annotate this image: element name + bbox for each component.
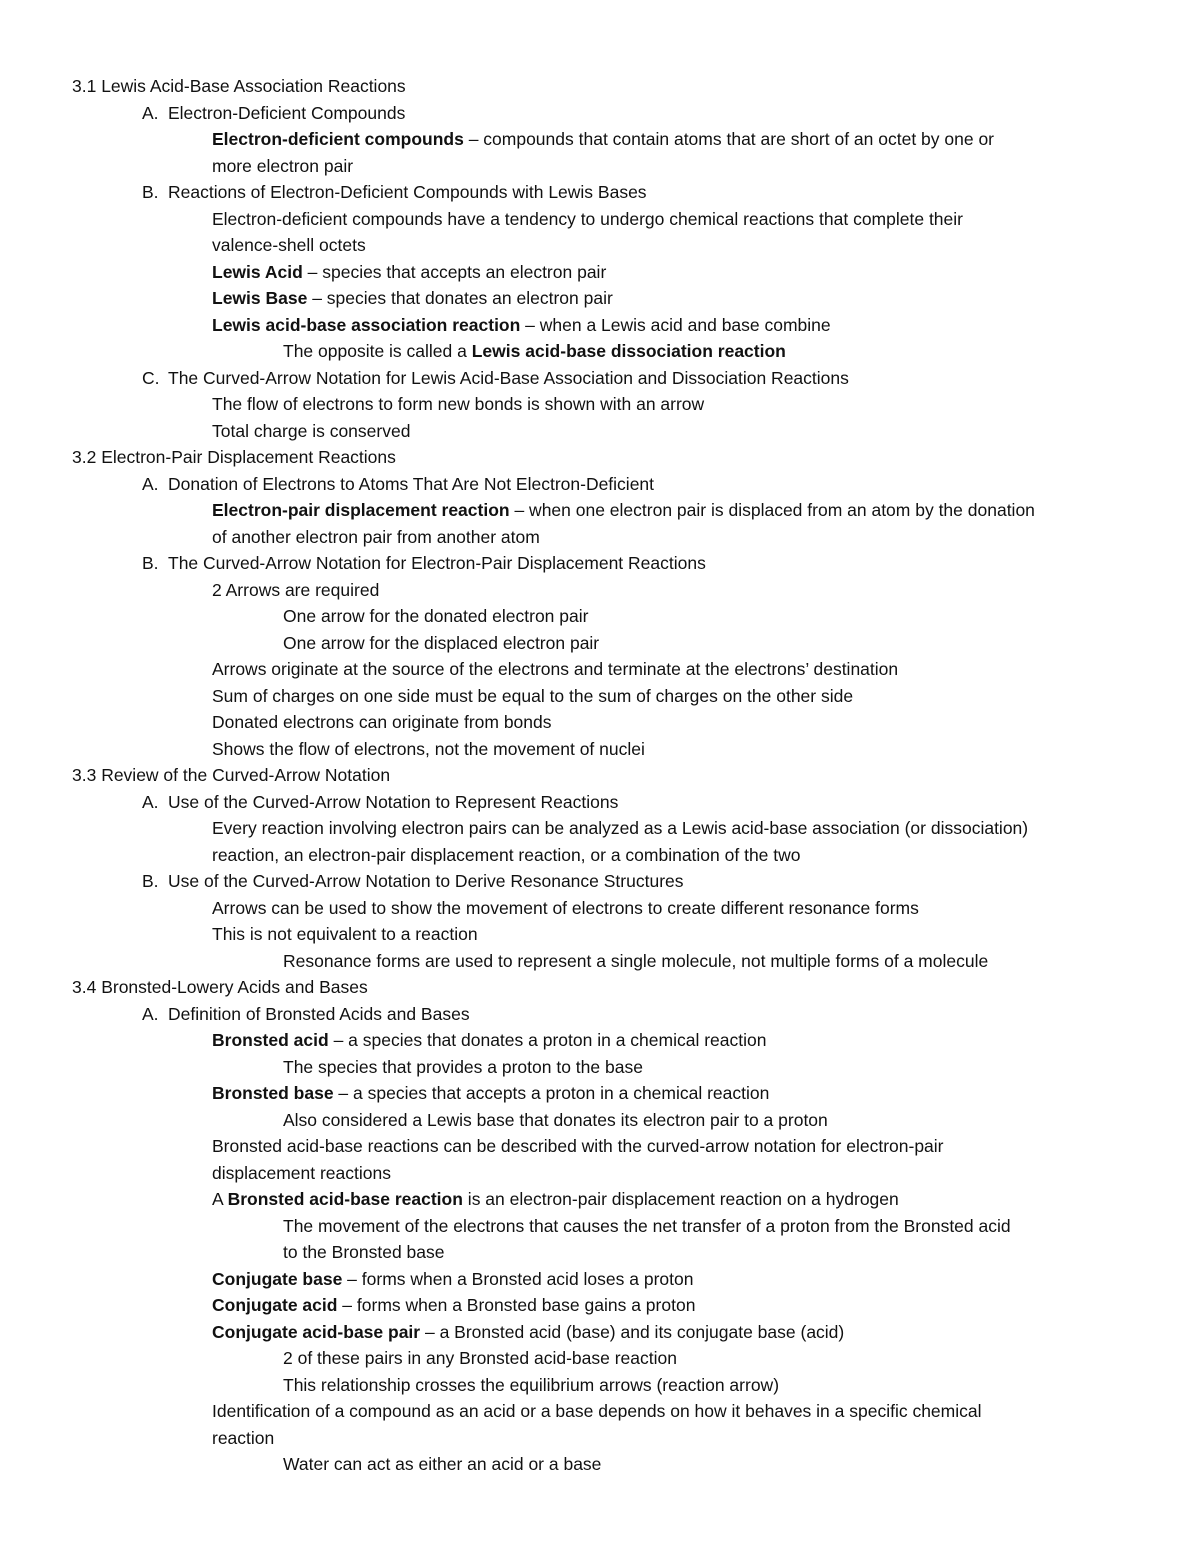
text-run: – when a Lewis acid and base combine <box>520 314 831 335</box>
note-line <box>0 1133 1200 1160</box>
section-heading <box>0 974 1200 1001</box>
text-run: One arrow for the displaced electron pair <box>283 632 600 653</box>
text-run: Donated electrons can originate from bonds <box>212 712 552 732</box>
text-run: The species that provides a proton to the base <box>283 1056 643 1077</box>
text-run: Use of the Curved-Arrow Notation to Represent Reactions <box>168 791 619 812</box>
note-line <box>0 1160 1200 1187</box>
text-run: 2 Arrows are required <box>212 579 380 600</box>
note-line <box>0 391 1200 418</box>
text-run: – forms when a Bronsted base gains a proton <box>337 1295 696 1315</box>
subsection-heading <box>0 868 1200 895</box>
term-bold: Bronsted acid-base reaction <box>227 1189 463 1209</box>
note-line <box>0 1266 1200 1293</box>
text-run: – compounds that contain atoms that are short of an octet by one or <box>463 129 995 149</box>
note-line <box>0 338 1200 365</box>
term-bold: Conjugate base <box>212 1268 343 1289</box>
text-run: is an electron-pair displacement reaction on a hydrogen <box>462 1189 899 1209</box>
list-marker: A. <box>142 473 159 494</box>
note-line <box>0 418 1200 445</box>
text-run: – forms when a Bronsted acid loses a proton <box>342 1268 694 1289</box>
note-line <box>0 206 1200 233</box>
note-line <box>0 656 1200 683</box>
text-run: Sum of charges on one side must be equal to the sum of charges on the other side <box>212 685 854 706</box>
section-heading <box>0 73 1200 100</box>
text-run: Shows the flow of electrons, not the movement of nuclei <box>212 738 645 759</box>
text-run: Reactions of Electron-Deficient Compounds with Lewis Bases <box>168 182 647 202</box>
note-line <box>0 153 1200 180</box>
term-bold: Electron-deficient compounds <box>212 129 464 149</box>
text-run: of another electron pair from another atom <box>212 526 540 547</box>
text-run: The movement of the electrons that causes the net transfer of a proton from the Bronsted acid <box>283 1215 1011 1236</box>
text-run: 3.1 Lewis Acid-Base Association Reactions <box>72 76 406 96</box>
term-bold: Lewis Base <box>212 288 308 308</box>
text-run: more electron pair <box>212 155 354 176</box>
text-run: to the Bronsted base <box>283 1242 445 1262</box>
note-line <box>0 815 1200 842</box>
note-line <box>0 1372 1200 1399</box>
text-run: – a Bronsted acid (base) and its conjugate base (acid) <box>420 1321 845 1342</box>
note-line <box>0 126 1200 153</box>
list-marker: B. <box>142 553 159 573</box>
note-line <box>0 312 1200 339</box>
text-run: Arrows originate at the source of the electrons and terminate at the electrons’ destination <box>212 659 899 679</box>
subsection-heading <box>0 179 1200 206</box>
text-run: – species that accepts an electron pair <box>302 261 607 282</box>
text-run: Resonance forms are used to represent a single molecule, not multiple forms of a molecule <box>283 950 989 971</box>
note-line <box>0 921 1200 948</box>
note-line <box>0 577 1200 604</box>
text-run: reaction, an electron-pair displacement reaction, or a combination of the two <box>212 844 801 865</box>
note-line <box>0 736 1200 763</box>
text-run: valence-shell octets <box>212 235 366 255</box>
text-run: Electron-Deficient Compounds <box>168 102 406 123</box>
text-run: Donation of Electrons to Atoms That Are Not Electron-Deficient <box>168 473 655 494</box>
list-marker: B. <box>142 871 159 891</box>
text-run: Total charge is conserved <box>212 420 411 441</box>
outline-notes <box>0 73 1200 1478</box>
text-run: The opposite is called a <box>283 341 472 361</box>
note-line <box>0 1213 1200 1240</box>
text-run: Every reaction involving electron pairs can be analyzed as a Lewis acid-base association (or dissociation) <box>212 818 1029 838</box>
note-line <box>0 1425 1200 1452</box>
term-bold: Conjugate acid <box>212 1295 338 1315</box>
text-run: This is not equivalent to a reaction <box>212 924 478 944</box>
note-line <box>0 1319 1200 1346</box>
note-line <box>0 683 1200 710</box>
list-marker: C. <box>142 367 160 388</box>
note-line <box>0 1239 1200 1266</box>
text-run: A <box>212 1189 228 1209</box>
text-run: 3.3 Review of the Curved-Arrow Notation <box>72 765 391 785</box>
note-line <box>0 1107 1200 1134</box>
text-run: One arrow for the donated electron pair <box>283 606 589 626</box>
subsection-heading <box>0 471 1200 498</box>
term-bold: Conjugate acid-base pair <box>212 1321 421 1342</box>
note-line <box>0 709 1200 736</box>
text-run: 3.2 Electron-Pair Displacement Reactions <box>72 447 396 467</box>
term-bold: Lewis acid-base dissociation reaction <box>471 341 786 361</box>
note-line <box>0 1054 1200 1081</box>
term-bold: Lewis acid-base association reaction <box>212 314 521 335</box>
note-line <box>0 524 1200 551</box>
list-marker: A. <box>142 791 159 812</box>
note-line <box>0 630 1200 657</box>
note-line <box>0 1027 1200 1054</box>
text-run: This relationship crosses the equilibrium arrows (reaction arrow) <box>283 1374 780 1395</box>
text-run: – when one electron pair is displaced from an atom by the donation <box>509 500 1035 520</box>
subsection-heading <box>0 1001 1200 1028</box>
note-line <box>0 1292 1200 1319</box>
subsection-heading <box>0 550 1200 577</box>
text-run: reaction <box>212 1427 275 1448</box>
section-heading <box>0 762 1200 789</box>
note-line <box>0 497 1200 524</box>
term-bold: Bronsted base <box>212 1083 334 1103</box>
text-run: Arrows can be used to show the movement of electrons to create different resonance forms <box>212 897 919 918</box>
term-bold: Electron-pair displacement reaction <box>212 500 510 520</box>
note-line <box>0 603 1200 630</box>
text-run: Electron-deficient compounds have a tendency to undergo chemical reactions that complete their <box>212 208 963 229</box>
section-heading <box>0 444 1200 471</box>
text-run: – species that donates an electron pair <box>307 288 613 308</box>
note-line <box>0 1080 1200 1107</box>
note-line <box>0 948 1200 975</box>
subsection-heading <box>0 365 1200 392</box>
list-marker: B. <box>142 182 159 202</box>
note-line <box>0 842 1200 869</box>
text-run: Water can act as either an acid or a base <box>283 1454 602 1474</box>
text-run: Definition of Bronsted Acids and Bases <box>168 1003 470 1024</box>
list-marker: A. <box>142 102 159 123</box>
subsection-heading <box>0 789 1200 816</box>
text-run: – a species that donates a proton in a chemical reaction <box>328 1030 767 1050</box>
note-line <box>0 1345 1200 1372</box>
note-line <box>0 895 1200 922</box>
text-run: – a species that accepts a proton in a chemical reaction <box>333 1083 770 1103</box>
note-line <box>0 1398 1200 1425</box>
text-run: 3.4 Bronsted-Lowery Acids and Bases <box>72 977 368 997</box>
text-run: Bronsted acid-base reactions can be described with the curved-arrow notation for electron-pair <box>212 1136 944 1156</box>
term-bold: Lewis Acid <box>212 261 303 282</box>
text-run: displacement reactions <box>212 1162 391 1183</box>
note-line <box>0 259 1200 286</box>
text-run: The flow of electrons to form new bonds is shown with an arrow <box>212 394 705 414</box>
text-run: Use of the Curved-Arrow Notation to Derive Resonance Structures <box>168 871 684 891</box>
note-line <box>0 1186 1200 1213</box>
text-run: The Curved-Arrow Notation for Electron-Pair Displacement Reactions <box>168 553 706 573</box>
text-run: 2 of these pairs in any Bronsted acid-base reaction <box>283 1348 677 1368</box>
text-run: Also considered a Lewis base that donates its electron pair to a proton <box>283 1109 828 1130</box>
note-line <box>0 232 1200 259</box>
term-bold: Bronsted acid <box>212 1030 329 1050</box>
subsection-heading <box>0 100 1200 127</box>
text-run: Identification of a compound as an acid or a base depends on how it behaves in a specific chemical <box>212 1401 982 1421</box>
text-run: The Curved-Arrow Notation for Lewis Acid-Base Association and Dissociation Reactions <box>168 367 849 388</box>
note-line <box>0 1451 1200 1478</box>
note-line <box>0 285 1200 312</box>
list-marker: A. <box>142 1003 159 1024</box>
